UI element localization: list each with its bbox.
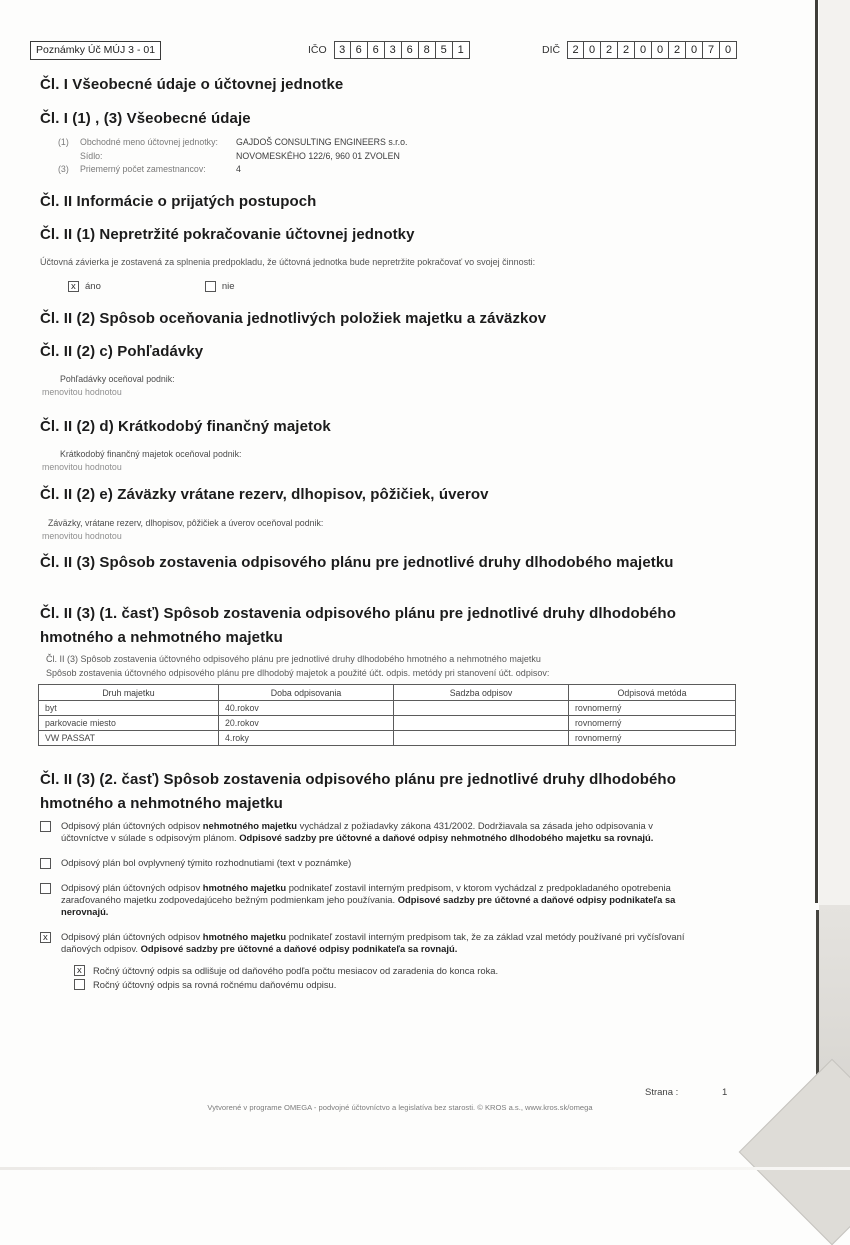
info-row-label: Priemerný počet zamestnancov: bbox=[80, 164, 206, 174]
ico-digit: 6 bbox=[402, 41, 419, 59]
sub-option-2-checkbox[interactable] bbox=[74, 979, 85, 990]
liabilities-valuation bbox=[40, 517, 323, 543]
dic-digit-boxes bbox=[567, 41, 737, 59]
sub-option-text: Ročný účtovný odpis sa rovná ročnému daňovému odpisu. bbox=[93, 979, 337, 990]
no-label: nie bbox=[221, 281, 235, 292]
option-3-checkbox[interactable] bbox=[40, 883, 51, 894]
dic-digit: 2 bbox=[567, 41, 584, 59]
ico-digit: 6 bbox=[351, 41, 368, 59]
cell-method: rovnomerný bbox=[569, 716, 736, 731]
heading-cl2-3: Čl. II (3) Spôsob zostavenia odpisového plánu pre jednotlivé druhy dlhodobého majetku bbox=[40, 554, 674, 571]
cell-asset: parkovacie miesto bbox=[39, 716, 219, 731]
dic-digit: 0 bbox=[635, 41, 652, 59]
option-4-checkbox[interactable] bbox=[40, 932, 51, 943]
scan-edge-line bbox=[815, 0, 818, 903]
no-checkbox[interactable] bbox=[205, 281, 216, 292]
cell-method: rovnomerný bbox=[569, 701, 736, 716]
info-row-employees bbox=[58, 163, 698, 177]
page-label: Strana : bbox=[645, 1087, 679, 1098]
heading-cl2-2d: Čl. II (2) d) Krátkodobý finančný majetok bbox=[40, 418, 331, 435]
depreciation-table bbox=[38, 684, 736, 746]
column-header-rate: Sadzba odpisov bbox=[394, 685, 569, 701]
table-row bbox=[39, 701, 736, 716]
general-info-block bbox=[58, 136, 698, 177]
heading-cl2-2: Čl. II (2) Spôsob oceňovania jednotlivých položiek majetku a záväzkov bbox=[40, 310, 547, 327]
valuation-value: menovitou hodnotou bbox=[42, 531, 122, 541]
column-header-method: Odpisová metóda bbox=[569, 685, 736, 701]
dic-digit: 2 bbox=[669, 41, 686, 59]
table-row bbox=[39, 716, 736, 731]
cell-rate bbox=[394, 716, 569, 731]
ico-label: IČO bbox=[308, 44, 327, 56]
sub-option-1-checkbox[interactable] bbox=[74, 965, 85, 976]
option-item bbox=[40, 882, 708, 918]
cell-method: rovnomerný bbox=[569, 731, 736, 746]
dic-digit: 0 bbox=[652, 41, 669, 59]
ico-field bbox=[308, 41, 470, 59]
cell-asset: VW PASSAT bbox=[39, 731, 219, 746]
option-text: Odpisový plán bol ovplyvnený týmito rozhodnutiami (text v poznámke) bbox=[61, 857, 352, 868]
option-text: Odpisový plán účtovných odpisov hmotného majetku podnikateľ zostavil interným predpisom, v ktorom vychádzal z predpokladaného opotrebenia zaraďovaného majetku zodpovedajúceho bežným podmienkam jeho používania. Odpisové sadzby pre účtovné a daňové odpisy podnikateľa sa nerovnajú. bbox=[61, 882, 676, 917]
table-header-row bbox=[39, 685, 736, 701]
table-row bbox=[39, 731, 736, 746]
info-row-value: NOVOMESKÉHO 122/6, 960 01 ZVOLEN bbox=[236, 150, 400, 161]
info-row-value: GAJDOŠ CONSULTING ENGINEERS s.r.o. bbox=[236, 137, 408, 147]
option-text: Odpisový plán účtovných odpisov nehmotného majetku vychádzal z požiadavky zákona 431/2002. Dodržiavala sa zásada jeho odpisovania v účtovníctve v súlade s odpisovým plánom. Odpisové sadzby pre účtovné a daňové odpisy nehmotného dlhodobého majetku sa rovnajú. bbox=[61, 820, 654, 843]
valuation-label: Pohľadávky oceňoval podnik: bbox=[60, 374, 175, 384]
ico-digit: 1 bbox=[453, 41, 470, 59]
ico-digit: 3 bbox=[385, 41, 402, 59]
info-row-number: (1) bbox=[58, 137, 69, 147]
depreciation-note-2: Spôsob zostavenia účtovného odpisového plánu pre dlhodobý majetok a použité účt. odpis. metódy pri stanovení účt. odpisov: bbox=[46, 668, 550, 678]
option-text: Odpisový plán účtovných odpisov hmotného majetku podnikateľ zostavil interným predpisom tak, že za základ vzal metódy používané pri vyčísľovaní daňových odpisov. Odpisové sadzby pre účtovné a daňové odpisy podnikateľa sa rovnajú. bbox=[61, 931, 685, 954]
column-header-asset: Druh majetku bbox=[39, 685, 219, 701]
short-term-assets-valuation bbox=[40, 448, 241, 474]
sub-option-item bbox=[74, 965, 708, 977]
cell-period: 40.rokov bbox=[219, 701, 394, 716]
valuation-value: menovitou hodnotou bbox=[42, 387, 122, 397]
ico-digit: 8 bbox=[419, 41, 436, 59]
heading-cl1: Čl. I Všeobecné údaje o účtovnej jednotke bbox=[40, 76, 344, 93]
going-concern-answer bbox=[68, 281, 235, 292]
valuation-label: Záväzky, vrátane rezerv, dlhopisov, pôžičiek a úverov oceňoval podnik: bbox=[48, 518, 324, 528]
info-row-label: Obchodné meno účtovnej jednotky: bbox=[80, 137, 218, 147]
dic-digit: 0 bbox=[584, 41, 601, 59]
dic-digit: 0 bbox=[686, 41, 703, 59]
info-row-number: (3) bbox=[58, 164, 69, 174]
depreciation-note-1: Čl. II (3) Spôsob zostavenia účtovného odpisového plánu pre jednotlivé druhy dlhodobého hmotného a nehmotného majetku bbox=[46, 654, 541, 664]
dic-label: DIČ bbox=[542, 44, 561, 56]
sub-option-item bbox=[74, 979, 708, 991]
option-item bbox=[40, 820, 708, 844]
dic-digit: 2 bbox=[618, 41, 635, 59]
cell-rate bbox=[394, 731, 569, 746]
heading-cl2-3-part1: Čl. II (3) (1. časť) Spôsob zostavenia odpisového plánu pre jednotlivé druhy dlhodobého hmotného a nehmotného majetku bbox=[40, 605, 676, 646]
info-row-number bbox=[58, 150, 80, 164]
heading-cl2-2e: Čl. II (2) e) Záväzky vrátane rezerv, dlhopisov, pôžičiek, úverov bbox=[40, 486, 489, 503]
software-credit: Vytvorené v programe OMEGA - podvojné účtovníctvo a legislatíva bez starosti. © KROS a.s., www.kros.sk/omega bbox=[207, 1103, 593, 1112]
heading-cl2-3-part2: Čl. II (3) (2. časť) Spôsob zostavenia odpisového plánu pre jednotlivé druhy dlhodobého hmotného a nehmotného majetku bbox=[40, 771, 676, 812]
option-2-checkbox[interactable] bbox=[40, 858, 51, 869]
column-header-period: Doba odpisovania bbox=[219, 685, 394, 701]
heading-cl2: Čl. II Informácie o prijatých postupoch bbox=[40, 193, 317, 210]
scan-edge-strip-top bbox=[819, 0, 850, 905]
page-number: 1 bbox=[722, 1087, 728, 1098]
cell-rate bbox=[394, 701, 569, 716]
info-row-business-name bbox=[58, 136, 698, 150]
heading-cl2-1: Čl. II (1) Nepretržité pokračovanie účtovnej jednotky bbox=[40, 226, 415, 243]
dic-digit: 7 bbox=[703, 41, 720, 59]
valuation-label: Krátkodobý finančný majetok oceňoval podnik: bbox=[60, 449, 242, 459]
dic-field bbox=[542, 41, 737, 59]
option-item bbox=[40, 857, 708, 869]
cell-period: 4.roky bbox=[219, 731, 394, 746]
receivables-valuation bbox=[40, 373, 175, 399]
sub-options bbox=[74, 965, 708, 991]
info-row-label: Sídlo: bbox=[80, 150, 103, 161]
yes-label: áno bbox=[85, 281, 101, 292]
form-header bbox=[30, 40, 800, 64]
cell-asset: byt bbox=[39, 701, 219, 716]
info-row-value: 4 bbox=[236, 164, 241, 174]
option-1-checkbox[interactable] bbox=[40, 821, 51, 832]
form-code-box: Poznámky Úč MÚJ 3 - 01 bbox=[30, 41, 161, 60]
cell-period: 20.rokov bbox=[219, 716, 394, 731]
heading-cl2-2c: Čl. II (2) c) Pohľadávky bbox=[40, 343, 204, 360]
sub-option-text: Ročný účtovný odpis sa odlišuje od daňového podľa počtu mesiacov od zaradenia do konca roka. bbox=[93, 965, 499, 976]
ico-digit: 3 bbox=[334, 41, 351, 59]
ico-digit: 6 bbox=[368, 41, 385, 59]
ico-digit: 5 bbox=[436, 41, 453, 59]
page-corner-fold bbox=[739, 1059, 850, 1245]
depreciation-options-list bbox=[40, 820, 708, 993]
yes-checkbox[interactable] bbox=[68, 281, 79, 292]
going-concern-statement: Účtovná závierka je zostavená za splnenia predpokladu, že účtovná jednotka bude nepretržite pokračovať vo svojej činnosti: bbox=[40, 257, 536, 267]
valuation-value: menovitou hodnotou bbox=[42, 462, 122, 472]
dic-digit: 0 bbox=[720, 41, 737, 59]
info-row-address bbox=[58, 150, 698, 164]
heading-cl1-1-3: Čl. I (1) , (3) Všeobecné údaje bbox=[40, 110, 251, 127]
ico-digit-boxes bbox=[334, 41, 470, 59]
dic-digit: 2 bbox=[601, 41, 618, 59]
option-item bbox=[40, 931, 708, 955]
